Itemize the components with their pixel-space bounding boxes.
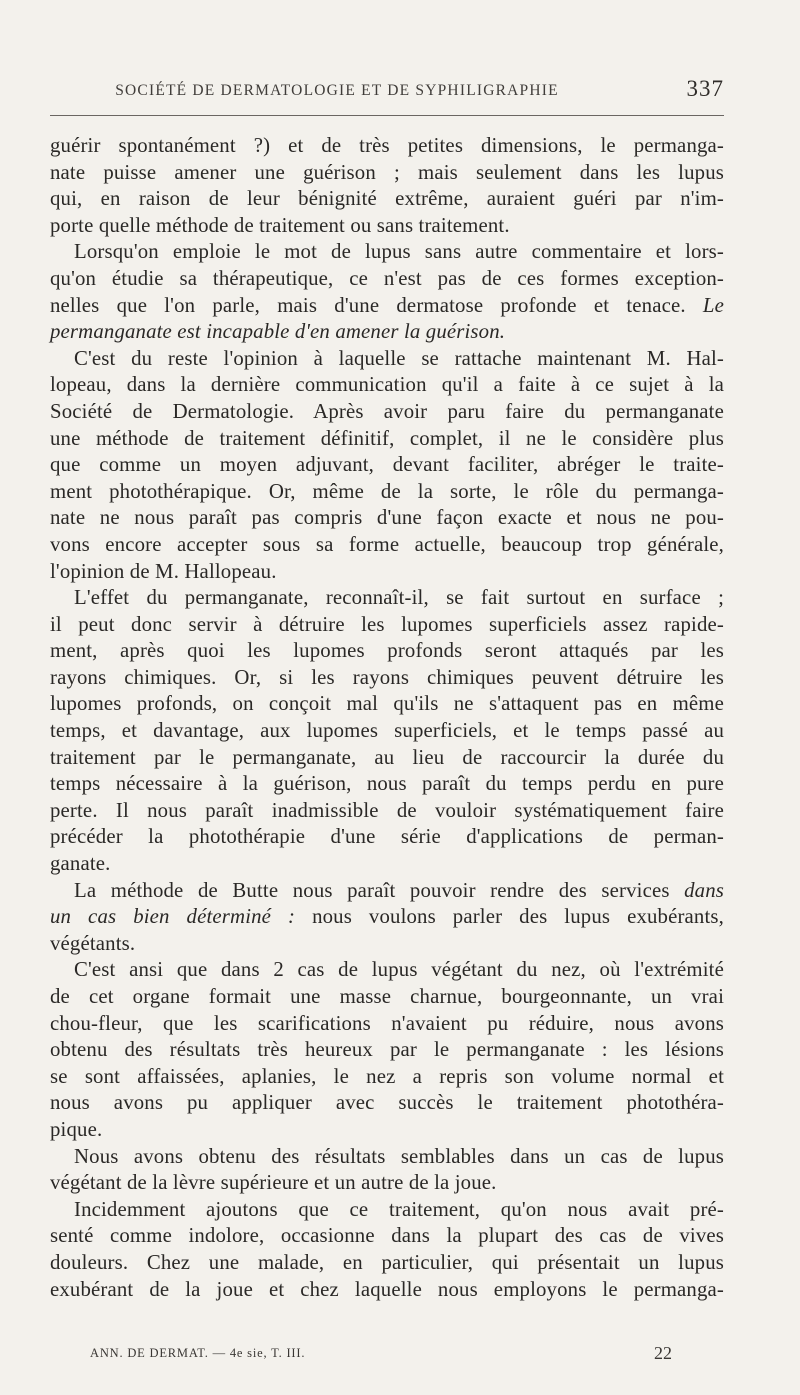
- text-line: l'opinion de M. Hallopeau.: [50, 559, 277, 583]
- text-line: de cet organe formait une masse charnue, bourgeonnante, un vrai: [50, 985, 724, 1008]
- text-line: Société de Dermatologie. Après avoir paru faire du permanganate: [50, 399, 724, 423]
- text-line: traitement par le permanganate, au lieu de raccourcir la durée du: [50, 745, 724, 769]
- text-line: qui, en raison de leur bénignité extrême, auraient guéri par n'im-: [50, 187, 724, 211]
- text-line: douleurs. Chez une malade, en particulier, qui présentait un lupus: [50, 1250, 724, 1274]
- text-line: précéder la photothérapie d'une série d'applications de perman-: [50, 825, 724, 849]
- text-line: perte. Il nous paraît inadmissible de vouloir systématiquement faire: [50, 798, 724, 822]
- text-fragment: nelles que l'on parle, mais d'une dermatose profonde et tenace.: [50, 293, 686, 317]
- text-line: L'effet du permanganate, reconnaît-il, se fait surtout en surface ;: [74, 586, 724, 610]
- text-line: guérir spontanément ?) et de très petites dimensions, le permanga-: [50, 134, 724, 157]
- text-line: lopeau, dans la dernière communication qu'il a faite à ce sujet à la: [50, 373, 724, 397]
- text-line: ment photothérapique. Or, même de la sorte, le rôle du permanga-: [50, 479, 724, 503]
- text-line: ment, après quoi les lupomes profonds seront attaqués par les: [50, 639, 724, 663]
- text-fragment: La méthode de Butte nous paraît pouvoir rendre des services: [74, 878, 670, 902]
- text-line: exubérant de la joue et chez laquelle nous employons le permanga-: [50, 1277, 724, 1301]
- journal-reference: ANN. DE DERMAT. — 4e sie, T. III.: [90, 1346, 306, 1360]
- text-line: ganate.: [50, 852, 111, 876]
- page-number: 337: [686, 76, 724, 101]
- running-head: [50, 74, 724, 104]
- text-line: il peut donc servir à détruire les lupomes superficiels assez rapide-: [50, 612, 724, 636]
- text-line: pique.: [50, 1117, 103, 1141]
- italic-fragment: dans: [684, 878, 724, 902]
- text-fragment: nous voulons parler des lupus exubérants,: [312, 905, 724, 929]
- text-line: Nous avons obtenu des résultats semblables dans un cas de lupus: [74, 1144, 724, 1168]
- text-line: nous avons pu appliquer avec succès le traitement photothéra-: [50, 1091, 724, 1115]
- italic-fragment: Le: [702, 293, 724, 317]
- text-line: C'est du reste l'opinion à laquelle se rattache maintenant M. Hal-: [74, 346, 724, 370]
- text-line: Lorsqu'on emploie le mot de lupus sans autre commentaire et lors-: [74, 240, 724, 264]
- text-line: rayons chimiques. Or, si les rayons chimiques peuvent détruire les: [50, 665, 724, 689]
- text-line: [50, 904, 724, 931]
- text-line: [50, 293, 724, 320]
- text-line: temps, et davantage, aux lupomes superficiels, et le temps passé au: [50, 719, 724, 743]
- text-line: C'est ansi que dans 2 cas de lupus végétant du nez, où l'extrémité: [74, 958, 724, 982]
- text-line: [50, 319, 724, 346]
- text-line: que comme un moyen adjuvant, devant faciliter, abréger le traite-: [50, 453, 724, 477]
- text-line: temps nécessaire à la guérison, nous paraît du temps perdu en pure: [50, 772, 724, 796]
- page-footer: [90, 1343, 672, 1367]
- text-line: végétant de la lèvre supérieure et un autre de la joue.: [50, 1171, 497, 1195]
- text-line: porte quelle méthode de traitement ou sans traitement.: [50, 213, 510, 237]
- text-line: nate ne nous paraît pas compris d'une façon exacte et nous ne pou-: [50, 506, 724, 530]
- body-text: [50, 133, 724, 1303]
- header-rule: [50, 115, 724, 116]
- running-title: SOCIÉTÉ DE DERMATOLOGIE ET DE SYPHILIGRAPHIE: [115, 82, 559, 99]
- text-line: lupomes profonds, on conçoit mal qu'ils ne s'attaquent pas en même: [50, 692, 724, 716]
- text-line: vons encore accepter sous sa forme actuelle, beaucoup trop générale,: [50, 532, 724, 556]
- text-line: se sont affaissées, aplanies, le nez a repris son volume normal et: [50, 1064, 724, 1088]
- text-line: chou-fleur, que les scarifications n'avaient pu réduire, nous avons: [50, 1011, 724, 1035]
- text-line: senté comme indolore, occasionne dans la plupart des cas de vives: [50, 1224, 724, 1248]
- text-line: Incidemment ajoutons que ce traitement, qu'on nous avait pré-: [74, 1197, 724, 1221]
- text-line: qu'on étudie sa thérapeutique, ce n'est pas de ces formes exception-: [50, 266, 724, 290]
- text-line: une méthode de traitement définitif, complet, il ne le considère plus: [50, 426, 724, 450]
- text-line: obtenu des résultats très heureux par le permanganate : les lésions: [50, 1038, 724, 1062]
- text-line: végétants.: [50, 931, 136, 955]
- text-line: [50, 878, 724, 905]
- italic-fragment: un cas bien déterminé :: [50, 905, 296, 929]
- signature-mark: 22: [654, 1343, 672, 1363]
- italic-fragment: permanganate est incapable d'en amener la guérison.: [50, 320, 506, 344]
- text-line: nate puisse amener une guérison ; mais seulement dans les lupus: [50, 160, 724, 184]
